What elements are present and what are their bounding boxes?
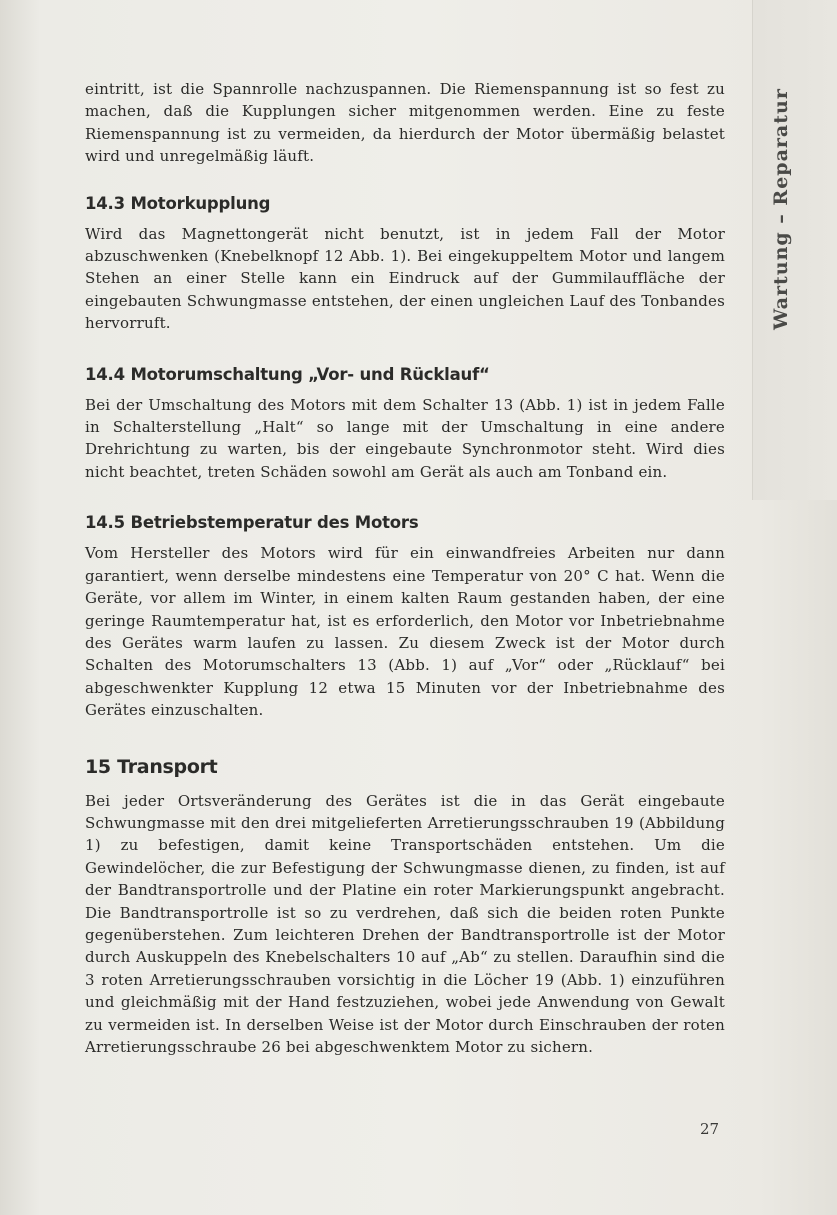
section-heading-motorkupplung: 14.3 Motorkupplung xyxy=(85,193,271,213)
chapter-heading-transport: 15 Transport xyxy=(85,755,218,778)
chapter-text-transport: Bei jeder Ortsveränderung des Gerätes ist die in das Gerät eingebaute Schwungmasse mit den drei mitgelieferten Arretierungsschrauben 19 (Abbildung 1) zu befestigen, damit keine Transportschäden entstehen. Um die Gewindelöcher, die zur Befestigung der Schwungmasse dienen, zu finden, ist auf der Bandtransportrolle und der Platine ein roter Markierungspunkt angebracht. Die Bandtransportrolle ist so zu verdrehen, daß sich die beiden roten Punkte gegenüberstehen. Zum leichteren Drehen der Bandtransportrolle ist der Motor durch Auskuppeln des Knebelschalters 10 auf „Ab“ zu stellen. Daraufhin sind die 3 roten Arretierungsschrauben vorsichtig in die Löcher 19 (Abb. 1) einzuführen und gleichmäßig mit der Hand festzuziehen, wobei jede Anwendung von Gewalt zu vermeiden ist. In derselben Weise ist der Motor durch Einschrauben der roten Arretierungsschraube 26 bei abgeschwenktem Motor zu sichern. xyxy=(85,791,725,1056)
page-content xyxy=(85,78,725,1058)
section-text-motorkupplung: Wird das Magnettongerät nicht benutzt, ist in jedem Fall der Motor abzuschwenken (Knebelknopf 12 Abb. 1). Bei eingekuppeltem Motor und langem Stehen an einer Stelle kann ein Eindruck auf der Gummilauffläche der eingebauten Schwungmasse entstehen, der einen ungleichen Lauf des Tonbandes hervorruft. xyxy=(85,224,725,333)
intro-paragraph: eintritt, ist die Spannrolle nachzuspannen. Die Riemenspannung ist so fest zu machen, daß die Kupplungen sicher mitgenommen werden. Eine zu feste Riemenspannung ist zu vermeiden, da hierdurch der Motor übermäßig belastet wird und unregelmäßig läuft. xyxy=(85,80,725,166)
side-tab-label: Wartung – Reparatur xyxy=(770,88,792,330)
section-text-motorumschaltung: Bei der Umschaltung des Motors mit dem Schalter 13 (Abb. 1) ist in jedem Falle in Schalterstellung „Halt“ so lange mit der Umschaltung in eine andere Drehrichtung zu warten, bis der eingebaute Synchronmotor steht. Wird dies nicht beachtet, treten Schäden sowohl am Gerät als auch am Tonband ein. xyxy=(85,395,725,481)
section-text-betriebstemperatur: Vom Hersteller des Motors wird für ein einwandfreies Arbeiten nur dann garantiert, wenn derselbe mindestens eine Temperatur von 20° C hat. Wenn die Geräte, vor allem im Winter, in einem kalten Raum gestanden haben, der eine geringe Raumtemperatur hat, ist es erforderlich, den Motor vor Inbetriebnahme des Gerätes warm laufen zu lassen. Zu diesem Zweck ist der Motor durch Schalten des Motorumschalters 13 (Abb. 1) auf „Vor“ oder „Rücklauf“ bei abgeschwenkter Kupplung 12 etwa 15 Minuten vor der Inbetriebnahme des Gerätes einzuschalten. xyxy=(85,544,725,720)
section-heading-motorumschaltung: 14.4 Motorumschaltung „Vor- und Rücklauf“ xyxy=(85,364,490,384)
side-tab xyxy=(752,0,837,500)
page-number: 27 xyxy=(700,1120,720,1138)
section-heading-betriebstemperatur: 14.5 Betriebstemperatur des Motors xyxy=(85,513,419,533)
